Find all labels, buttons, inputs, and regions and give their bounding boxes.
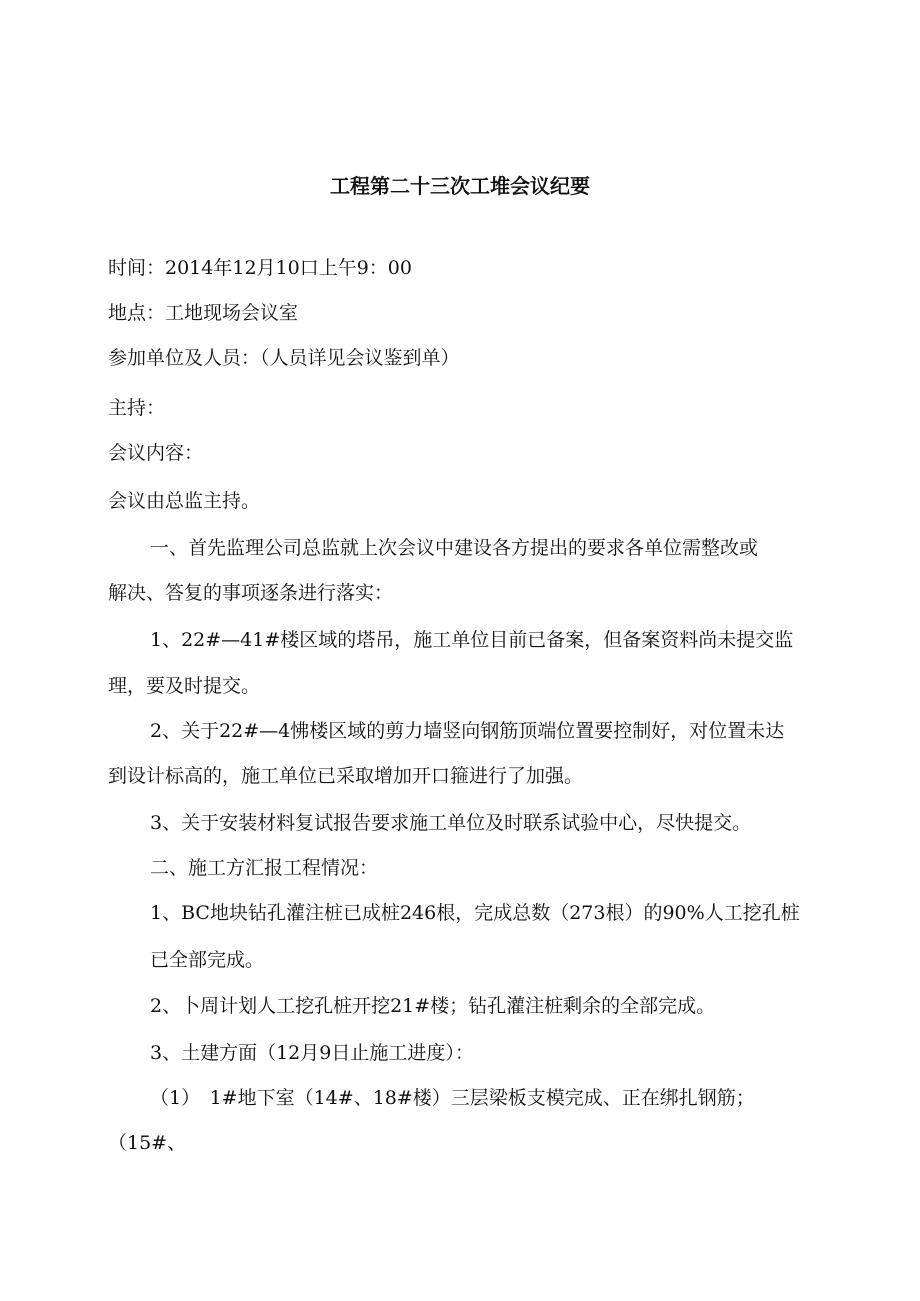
body-line: 二、施工方汇报工程情况： — [150, 857, 379, 879]
body-line: 理，要及时提交。 — [108, 675, 261, 697]
body-line: 2、关于22#—4怫楼区域的剪力墙竖向钢筋顶端位置要控制好，对位置未达 — [150, 720, 785, 742]
document-title: 工程第二十三次工堆会议纪要 — [330, 174, 590, 198]
body-line: 1、22#—41#楼区域的塔吊，施工单位目前已备案，但备案资料尚未提交监 — [150, 629, 794, 651]
body-line: 3、关于安装材料复试报告要求施工单位及时联系试验中心，尽快提交。 — [150, 812, 752, 834]
meeting-content-label: 会议内容： — [108, 442, 204, 464]
body-line: 已全部完成。 — [150, 949, 265, 971]
body-line: 解决、答复的事项逐条进行落实： — [108, 582, 394, 604]
meeting-time: 时间：2014年12月10口上午9：00 — [108, 257, 412, 279]
meeting-host: 主持： — [108, 397, 166, 419]
body-line: 1、BC地块钻孔灌注桩已成桩246根，完成总数（273根）的90%人工挖孔桩 — [150, 902, 800, 924]
body-line: 一、首先监理公司总监就上次会议中建设各方提出的要求各单位需整改或 — [150, 537, 759, 559]
body-line: 到设计标高的，施工单位已采取增加开口箍进行了加强。 — [108, 765, 584, 787]
body-line: （1） 1#地下室（14#、18#楼）三层梁板支模完成、正在绑扎钢筋； — [150, 1087, 755, 1109]
body-line: 2、卜周计划人工挖孔桩开挖21#楼；钻孔灌注桩剩余的全部完成。 — [150, 995, 716, 1017]
body-line: （15#、 — [108, 1132, 187, 1154]
meeting-attendees: 参加单位及人员：（人员详见会议鉴到单） — [108, 347, 460, 369]
meeting-place: 地点：工地现场会议室 — [108, 302, 299, 324]
body-line: 3、土建方面（12月9日止施工进度）： — [150, 1042, 474, 1064]
meeting-intro: 会议由总监主持。 — [108, 490, 261, 512]
